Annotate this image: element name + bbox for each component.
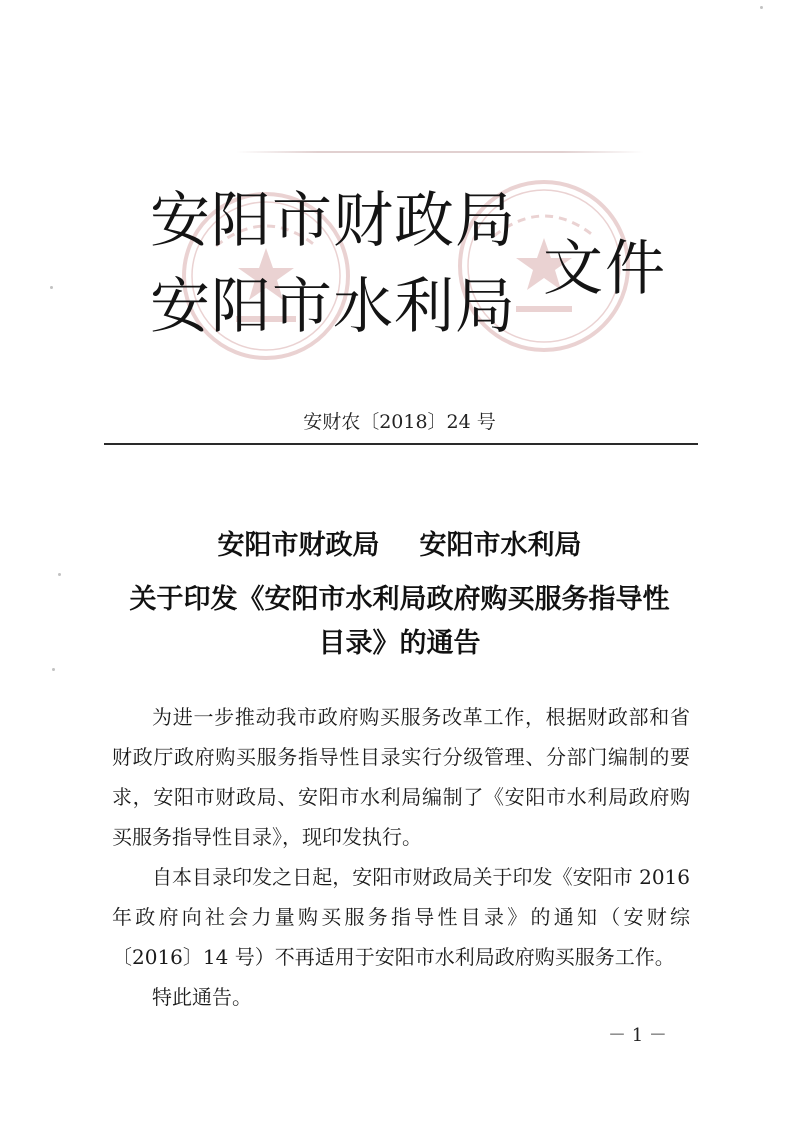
notice-body (112, 697, 690, 1017)
title-org-finance: 安阳市财政局 (217, 530, 380, 561)
notice-title-line-2: 关于印发《安阳市水利局政府购买服务指导性 (129, 584, 670, 615)
scan-speck (52, 668, 55, 671)
issuing-org-finance-bureau: 安阳市财政局 (150, 186, 516, 256)
body-paragraph: 为进一步推动我市政府购买服务改革工作，根据财政部和省财政厅政府购买服务指导性目录实行分级管理、分部门编制的要求，安阳市财政局、安阳市水利局编制了《安阳市水利局政府购买服务指导性目录》，现印发执行。 (112, 705, 690, 849)
document-number: 安财农〔2018〕24 号 (303, 411, 496, 433)
header-divider (104, 443, 698, 445)
scan-speck (58, 573, 61, 576)
body-paragraph-closing: 特此通告。 (152, 985, 252, 1009)
scan-speck (50, 286, 53, 289)
faint-seal-stroke (236, 151, 644, 153)
notice-title-line-1 (0, 526, 799, 566)
scan-speck (760, 6, 763, 9)
page-number: － 1 － (608, 1025, 667, 1046)
title-org-water: 安阳市水利局 (419, 530, 582, 561)
notice-title-line-3: 目录》的通告 (318, 628, 481, 659)
body-paragraph: 自本目录印发之日起，安阳市财政局关于印发《安阳市 2016 年政府向社会力量购买服务指导性目录》的通知（安财综〔2016〕14 号）不再适用于安阳市水利局政府购买服务工作。 (112, 865, 690, 969)
document-type-label: 文件 (543, 234, 667, 304)
issuing-org-water-bureau: 安阳市水利局 (150, 272, 516, 342)
